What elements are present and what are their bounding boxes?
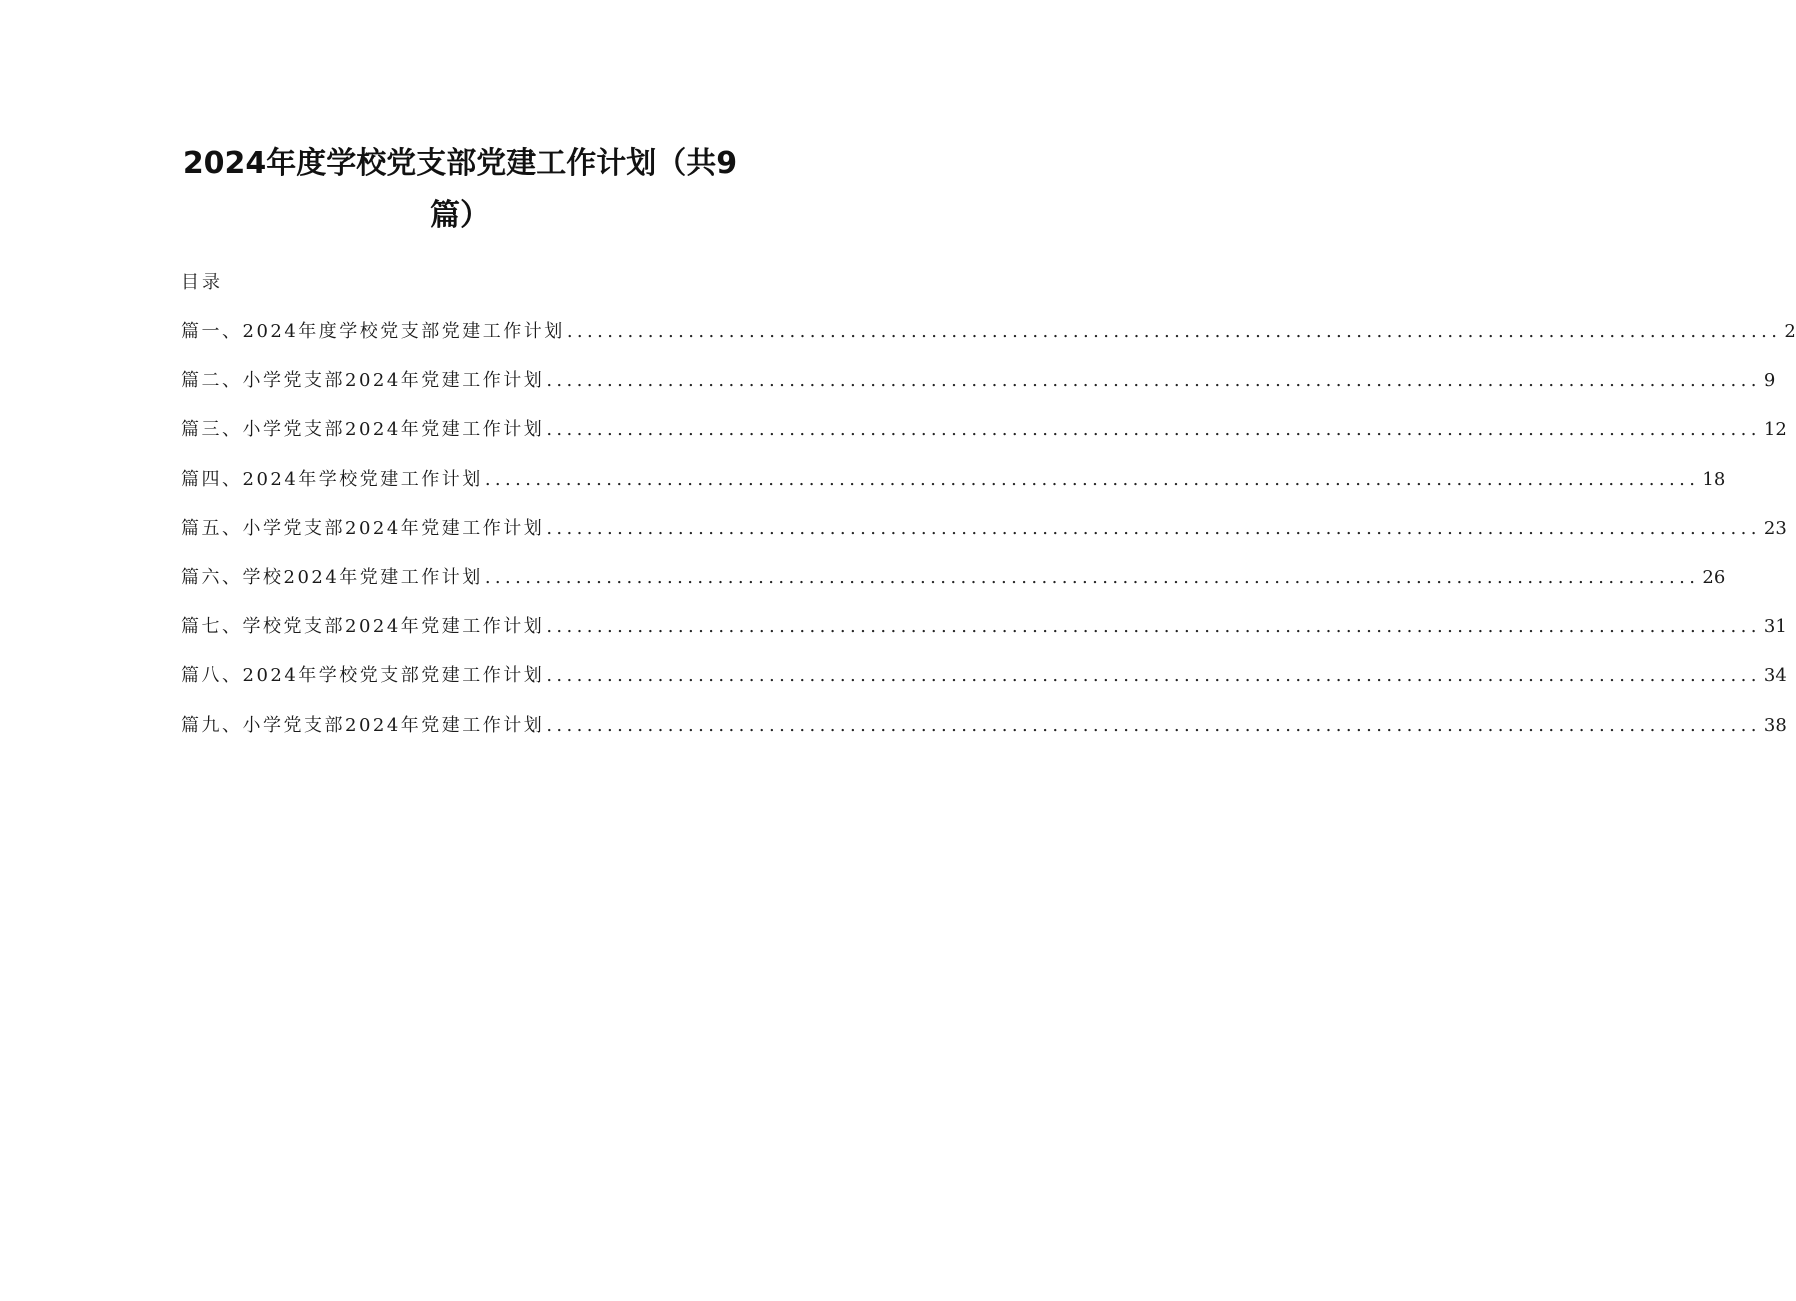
toc-leader-dots: ........................................................................................................................ [546,665,1761,687]
toc-heading: 目录 [181,272,223,293]
toc-entry-page: 2 [1784,321,1796,342]
document-title [150,138,770,242]
title-line-1: 2024年度学校党支部党建工作计划（共9 [182,146,738,181]
toc-leader-dots: ........................................................................................................................ [484,468,1700,490]
toc-entry-label: 篇九、小学党支部2024年党建工作计划 [181,714,545,736]
toc-entry[interactable] [181,417,1787,466]
toc-entry[interactable] [181,467,1726,516]
toc-entry[interactable] [181,319,1796,368]
toc-leader-dots: ........................................................................................................................ [546,517,1761,539]
toc-entry[interactable] [181,614,1787,663]
toc-leader-dots: ........................................................................................................................ [546,419,1761,441]
toc-entry[interactable] [181,368,1776,417]
toc-entry-label: 篇八、2024年学校党支部党建工作计划 [181,665,545,687]
toc-entry-label: 篇二、小学党支部2024年党建工作计划 [181,370,545,392]
toc-entry-page: 18 [1702,468,1726,490]
toc-entry[interactable] [181,663,1787,712]
toc-entry-label: 篇七、学校党支部2024年党建工作计划 [181,616,545,638]
toc-entry-page: 9 [1763,370,1776,392]
toc-entry-label: 篇六、学校2024年党建工作计划 [181,566,483,588]
table-of-contents [181,319,1796,762]
toc-entry-label: 篇五、小学党支部2024年党建工作计划 [181,517,545,539]
toc-entry-page: 23 [1763,517,1787,539]
toc-entry[interactable] [181,516,1787,565]
toc-entry-label: 篇一、2024年度学校党支部党建工作计划 [181,321,565,342]
toc-entry-page: 38 [1763,714,1787,736]
toc-leader-dots: ........................................................................................................................ [484,566,1700,588]
toc-leader-dots: ........................................................................................................................ [546,616,1761,638]
toc-entry[interactable] [181,565,1726,614]
toc-entry-page: 12 [1763,419,1787,441]
toc-entry[interactable] [181,713,1787,762]
toc-leader-dots: ........................................................................................................................ [546,370,1761,392]
toc-entry-page: 26 [1702,566,1726,588]
toc-entry-label: 篇四、2024年学校党建工作计划 [181,468,483,490]
toc-leader-dots: ........................................................................................................................ [546,714,1761,736]
title-line-2: 篇） [430,198,490,233]
toc-entry-page: 34 [1763,665,1787,687]
toc-leader-dots: ........................................................................................................................ [566,321,1782,342]
toc-entry-label: 篇三、小学党支部2024年党建工作计划 [181,419,545,441]
toc-entry-page: 31 [1763,616,1787,638]
